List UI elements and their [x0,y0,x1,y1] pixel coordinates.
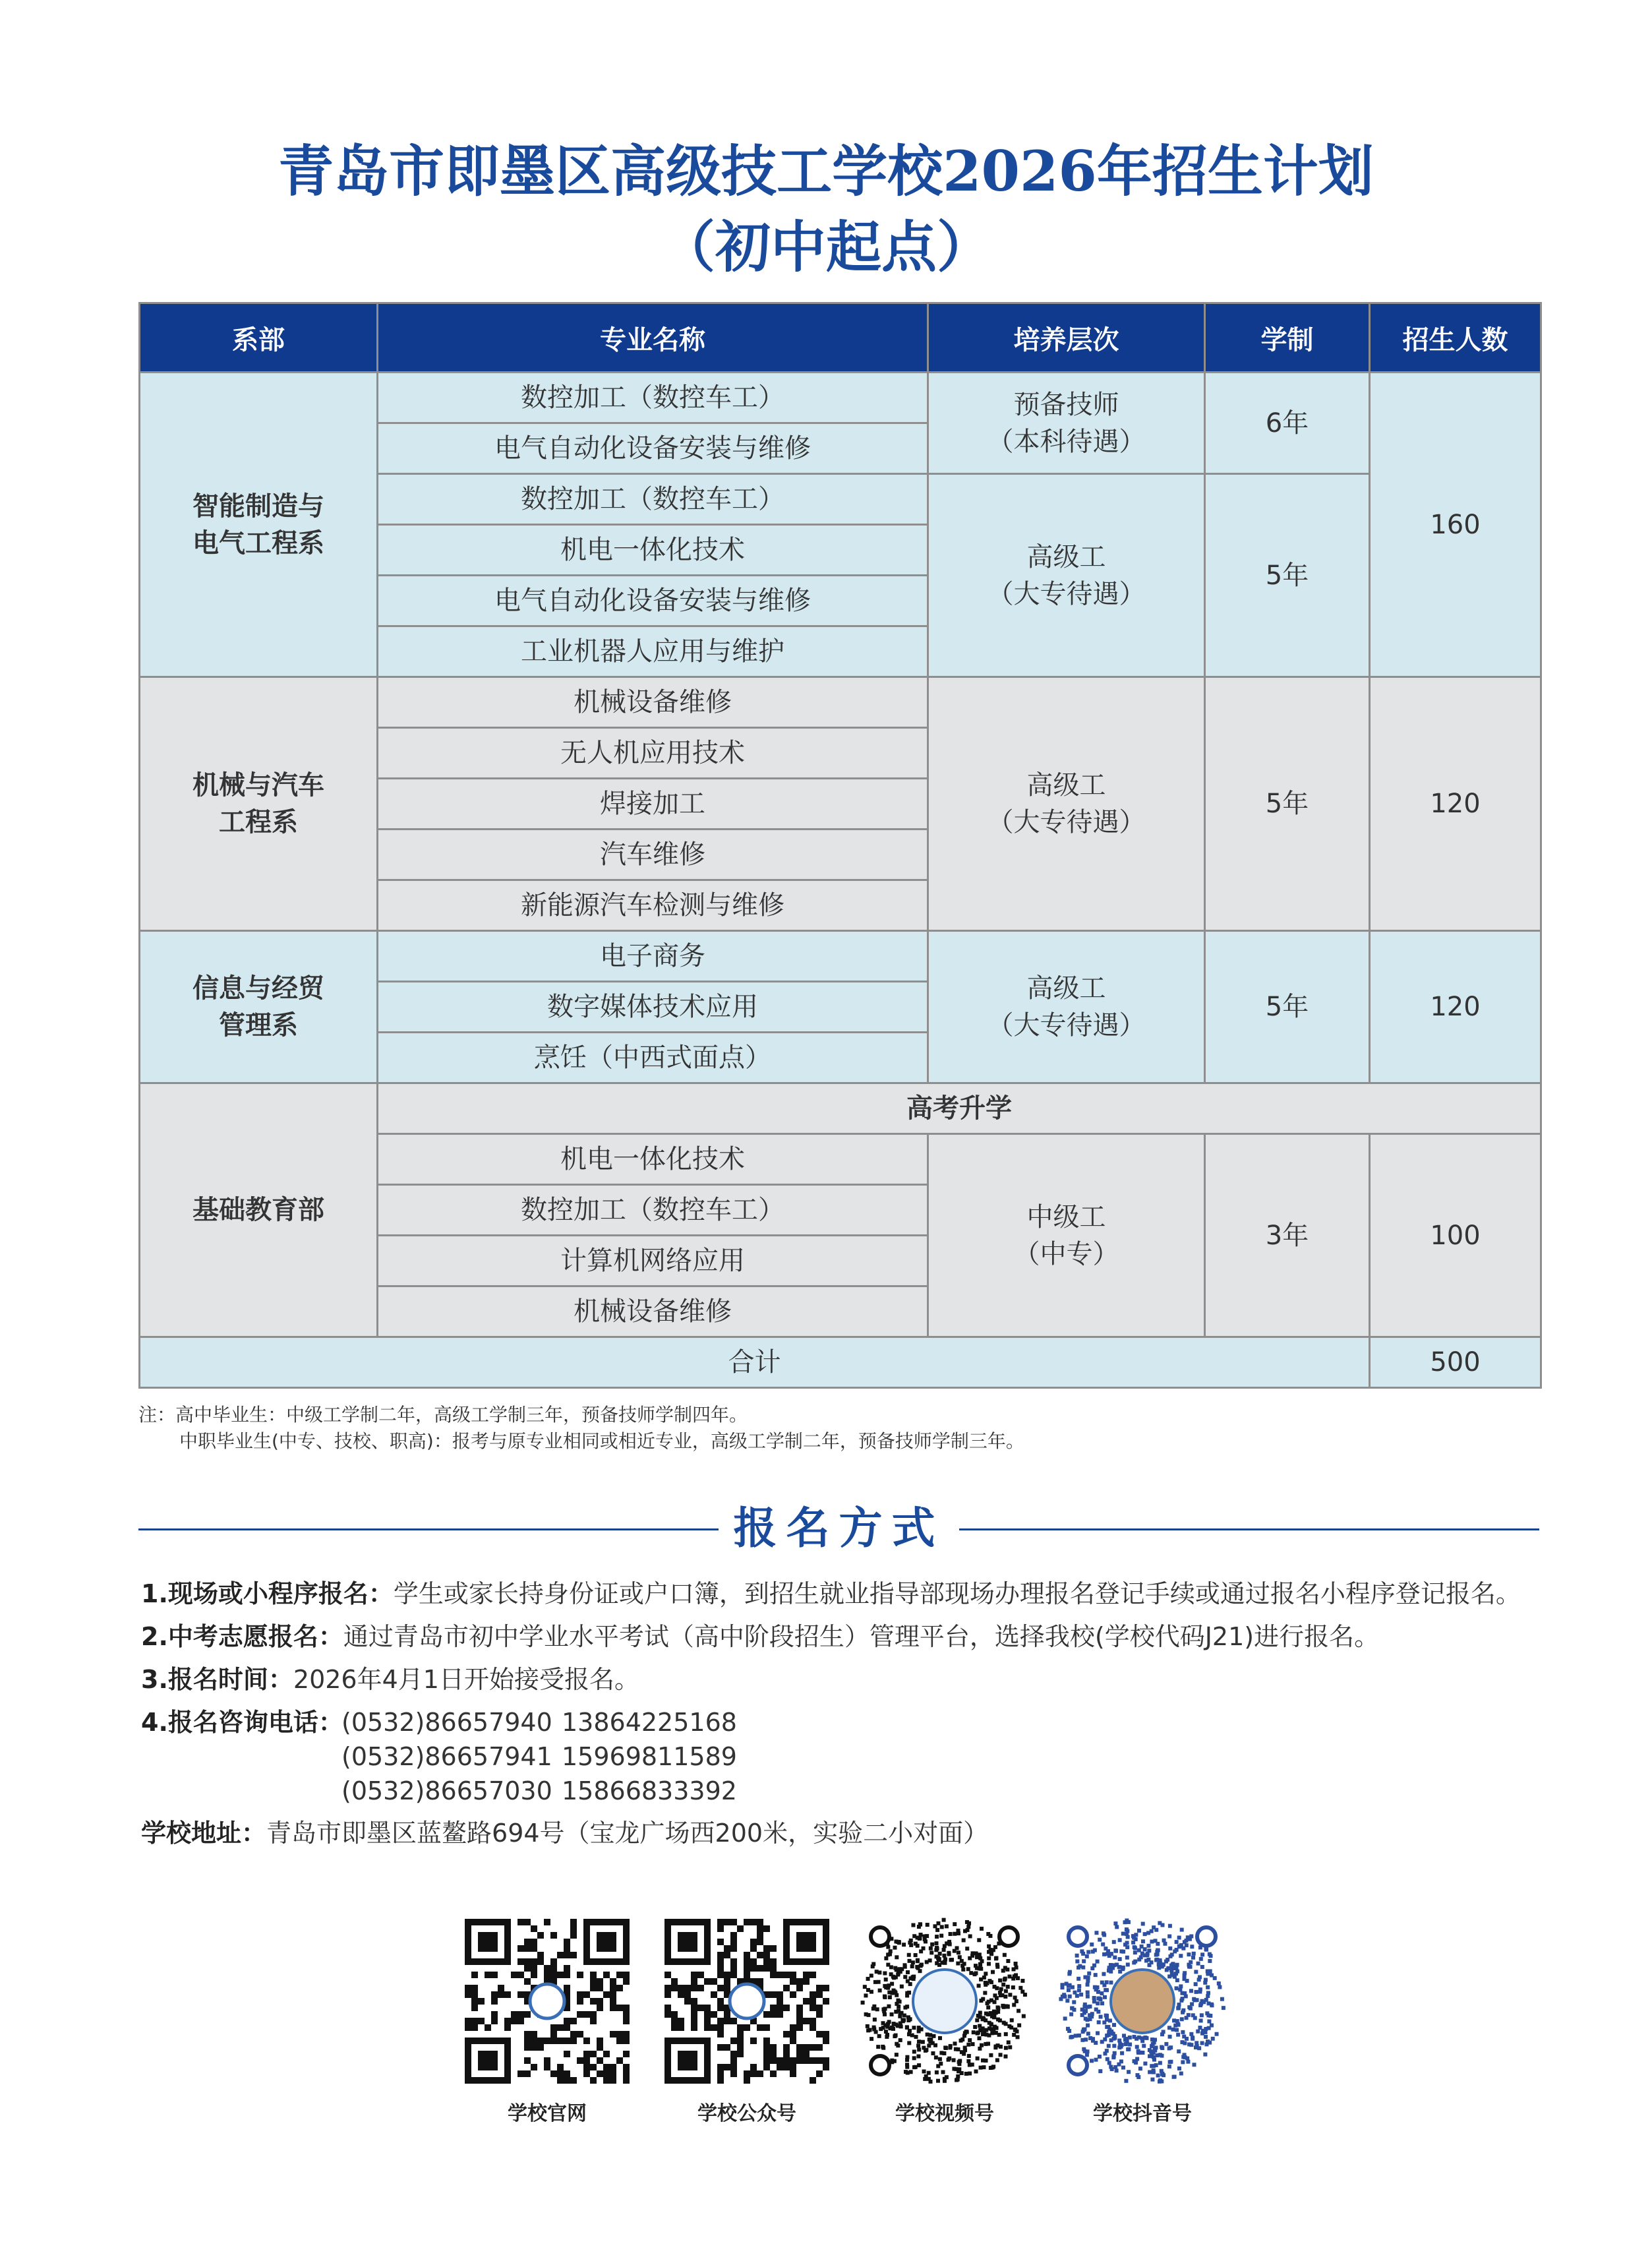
info-text: 青岛市即墨区蓝鳌路694号（宝龙广场西200米，实验二小对面） [266,1819,989,1848]
section-title: 报名方式 [733,1503,945,1554]
info-label: 学校地址： [141,1819,267,1848]
info-item [141,1661,639,1698]
enrollment-plan-table [138,302,1542,1389]
total-row [140,1337,1541,1388]
major-cell: 数控加工（数控车工） [378,1185,928,1236]
info-label: 4.报名咨询电话： [141,1708,343,1737]
address-item [141,1815,988,1852]
level-line: 高级工 [1026,541,1106,572]
qr-label: 学校公众号 [697,2102,796,2125]
website-qr-code-icon[interactable] [461,1916,633,2087]
info-label: 2.中考志愿报名： [141,1622,343,1651]
department-name-line: 工程系 [219,807,298,837]
department-name-line: 管理系 [219,1010,298,1041]
page-subtitle: （初中起点） [659,214,992,280]
department-name-line: 机械与汽车 [192,770,324,800]
page-title: 青岛市即墨区高级技工学校2026年招生计划 [278,138,1374,204]
note-line: 中职毕业生(中专、技校、职高)：报考与原专业相同或相近专业，高级工学制二年，预备技师学制三年。 [179,1430,1024,1452]
department-cell [140,931,378,1083]
years-cell: 5年 [1205,474,1370,677]
section-divider [138,1528,719,1530]
qr-label: 学校官网 [508,2102,587,2125]
major-cell: 电气自动化设备安装与维修 [378,576,928,626]
info-item [141,1704,343,1741]
level-line: （大专待遇） [987,807,1146,837]
years-cell: 5年 [1205,931,1370,1083]
table-header-row [140,303,1541,373]
major-cell: 机电一体化技术 [378,525,928,576]
qr-label: 学校视频号 [895,2102,994,2125]
info-text: 学生或家长持身份证或户口簿，到招生就业指导部现场办理报名登记手续或通过报名小程序登记报名。 [393,1579,1521,1608]
level-line: 中级工 [1026,1201,1106,1232]
landline-number: (0532)86657940 [341,1708,552,1737]
major-cell: 计算机网络应用 [378,1236,928,1286]
info-text: 2026年4月1日开始接受报名。 [293,1665,639,1694]
level-cell [928,373,1205,474]
major-cell: 数控加工（数控车工） [378,474,928,525]
years-cell: 5年 [1205,677,1370,931]
level-line: 高级工 [1026,770,1106,800]
level-line: （大专待遇） [987,1010,1146,1041]
department-cell: 基础教育部 [140,1083,378,1337]
header-count: 招生人数 [1370,303,1541,373]
department-name-line: 智能制造与 [192,491,324,522]
mobile-number: 15969811589 [562,1742,737,1771]
level-line: （大专待遇） [987,578,1146,609]
major-cell: 无人机应用技术 [378,728,928,779]
info-item [141,1575,1521,1612]
level-line: 预备技师 [1013,389,1119,420]
level-cell [928,677,1205,931]
major-cell: 工业机器人应用与维护 [378,626,928,677]
landline-number: (0532)86657030 [341,1776,552,1805]
header-level: 培养层次 [928,303,1205,373]
department-name-line: 信息与经贸 [192,973,324,1004]
wechat-official-qr-code-icon[interactable] [661,1916,833,2087]
major-cell: 烹饪（中西式面点） [378,1033,928,1083]
count-cell: 160 [1370,373,1541,677]
level-line: （本科待遇） [987,426,1146,457]
qr-label: 学校抖音号 [1093,2102,1192,2125]
douyin-code-icon[interactable] [1057,1916,1228,2087]
count-cell: 120 [1370,931,1541,1083]
years-cell: 6年 [1205,373,1370,474]
total-label: 合计 [140,1337,1370,1388]
major-cell: 新能源汽车检测与维修 [378,880,928,931]
table-row [140,931,1541,982]
landline-number: (0532)86657941 [341,1742,552,1771]
info-label: 3.报名时间： [141,1665,293,1694]
header-major: 专业名称 [378,303,928,373]
department-cell [140,677,378,931]
table-row [140,677,1541,728]
count-cell: 120 [1370,677,1541,931]
major-cell: 数控加工（数控车工） [378,373,928,423]
level-cell [928,931,1205,1083]
years-cell: 3年 [1205,1134,1370,1337]
major-cell: 电气自动化设备安装与维修 [378,423,928,474]
major-cell: 机械设备维修 [378,677,928,728]
department-cell [140,373,378,677]
mobile-number: 13864225168 [562,1708,737,1737]
department-name-line: 电气工程系 [192,528,324,559]
total-value: 500 [1370,1337,1541,1388]
info-text: 通过青岛市初中学业水平考试（高中阶段招生）管理平台，选择我校(学校代码J21)进行报名。 [343,1622,1380,1651]
major-cell: 数字媒体技术应用 [378,982,928,1033]
major-cell: 电子商务 [378,931,928,982]
major-cell: 焊接加工 [378,779,928,830]
section-divider [959,1528,1539,1530]
header-department: 系部 [140,303,378,373]
level-cell [928,474,1205,677]
subheader-cell: 高考升学 [378,1083,1541,1134]
table-row [140,373,1541,423]
info-label: 1.现场或小程序报名： [141,1579,394,1608]
major-cell: 机械设备维修 [378,1286,928,1337]
header-years: 学制 [1205,303,1370,373]
info-item [141,1618,1379,1655]
major-cell: 机电一体化技术 [378,1134,928,1185]
level-line: （中专） [1013,1238,1119,1269]
major-cell: 汽车维修 [378,830,928,880]
count-cell: 100 [1370,1134,1541,1337]
table-row [140,1083,1541,1134]
level-cell [928,1134,1205,1337]
mobile-number: 15866833392 [562,1776,737,1805]
video-channel-code-icon[interactable] [859,1916,1030,2087]
level-line: 高级工 [1026,973,1106,1004]
note-line: 注：高中毕业生：中级工学制二年，高级工学制三年，预备技师学制四年。 [138,1404,748,1426]
